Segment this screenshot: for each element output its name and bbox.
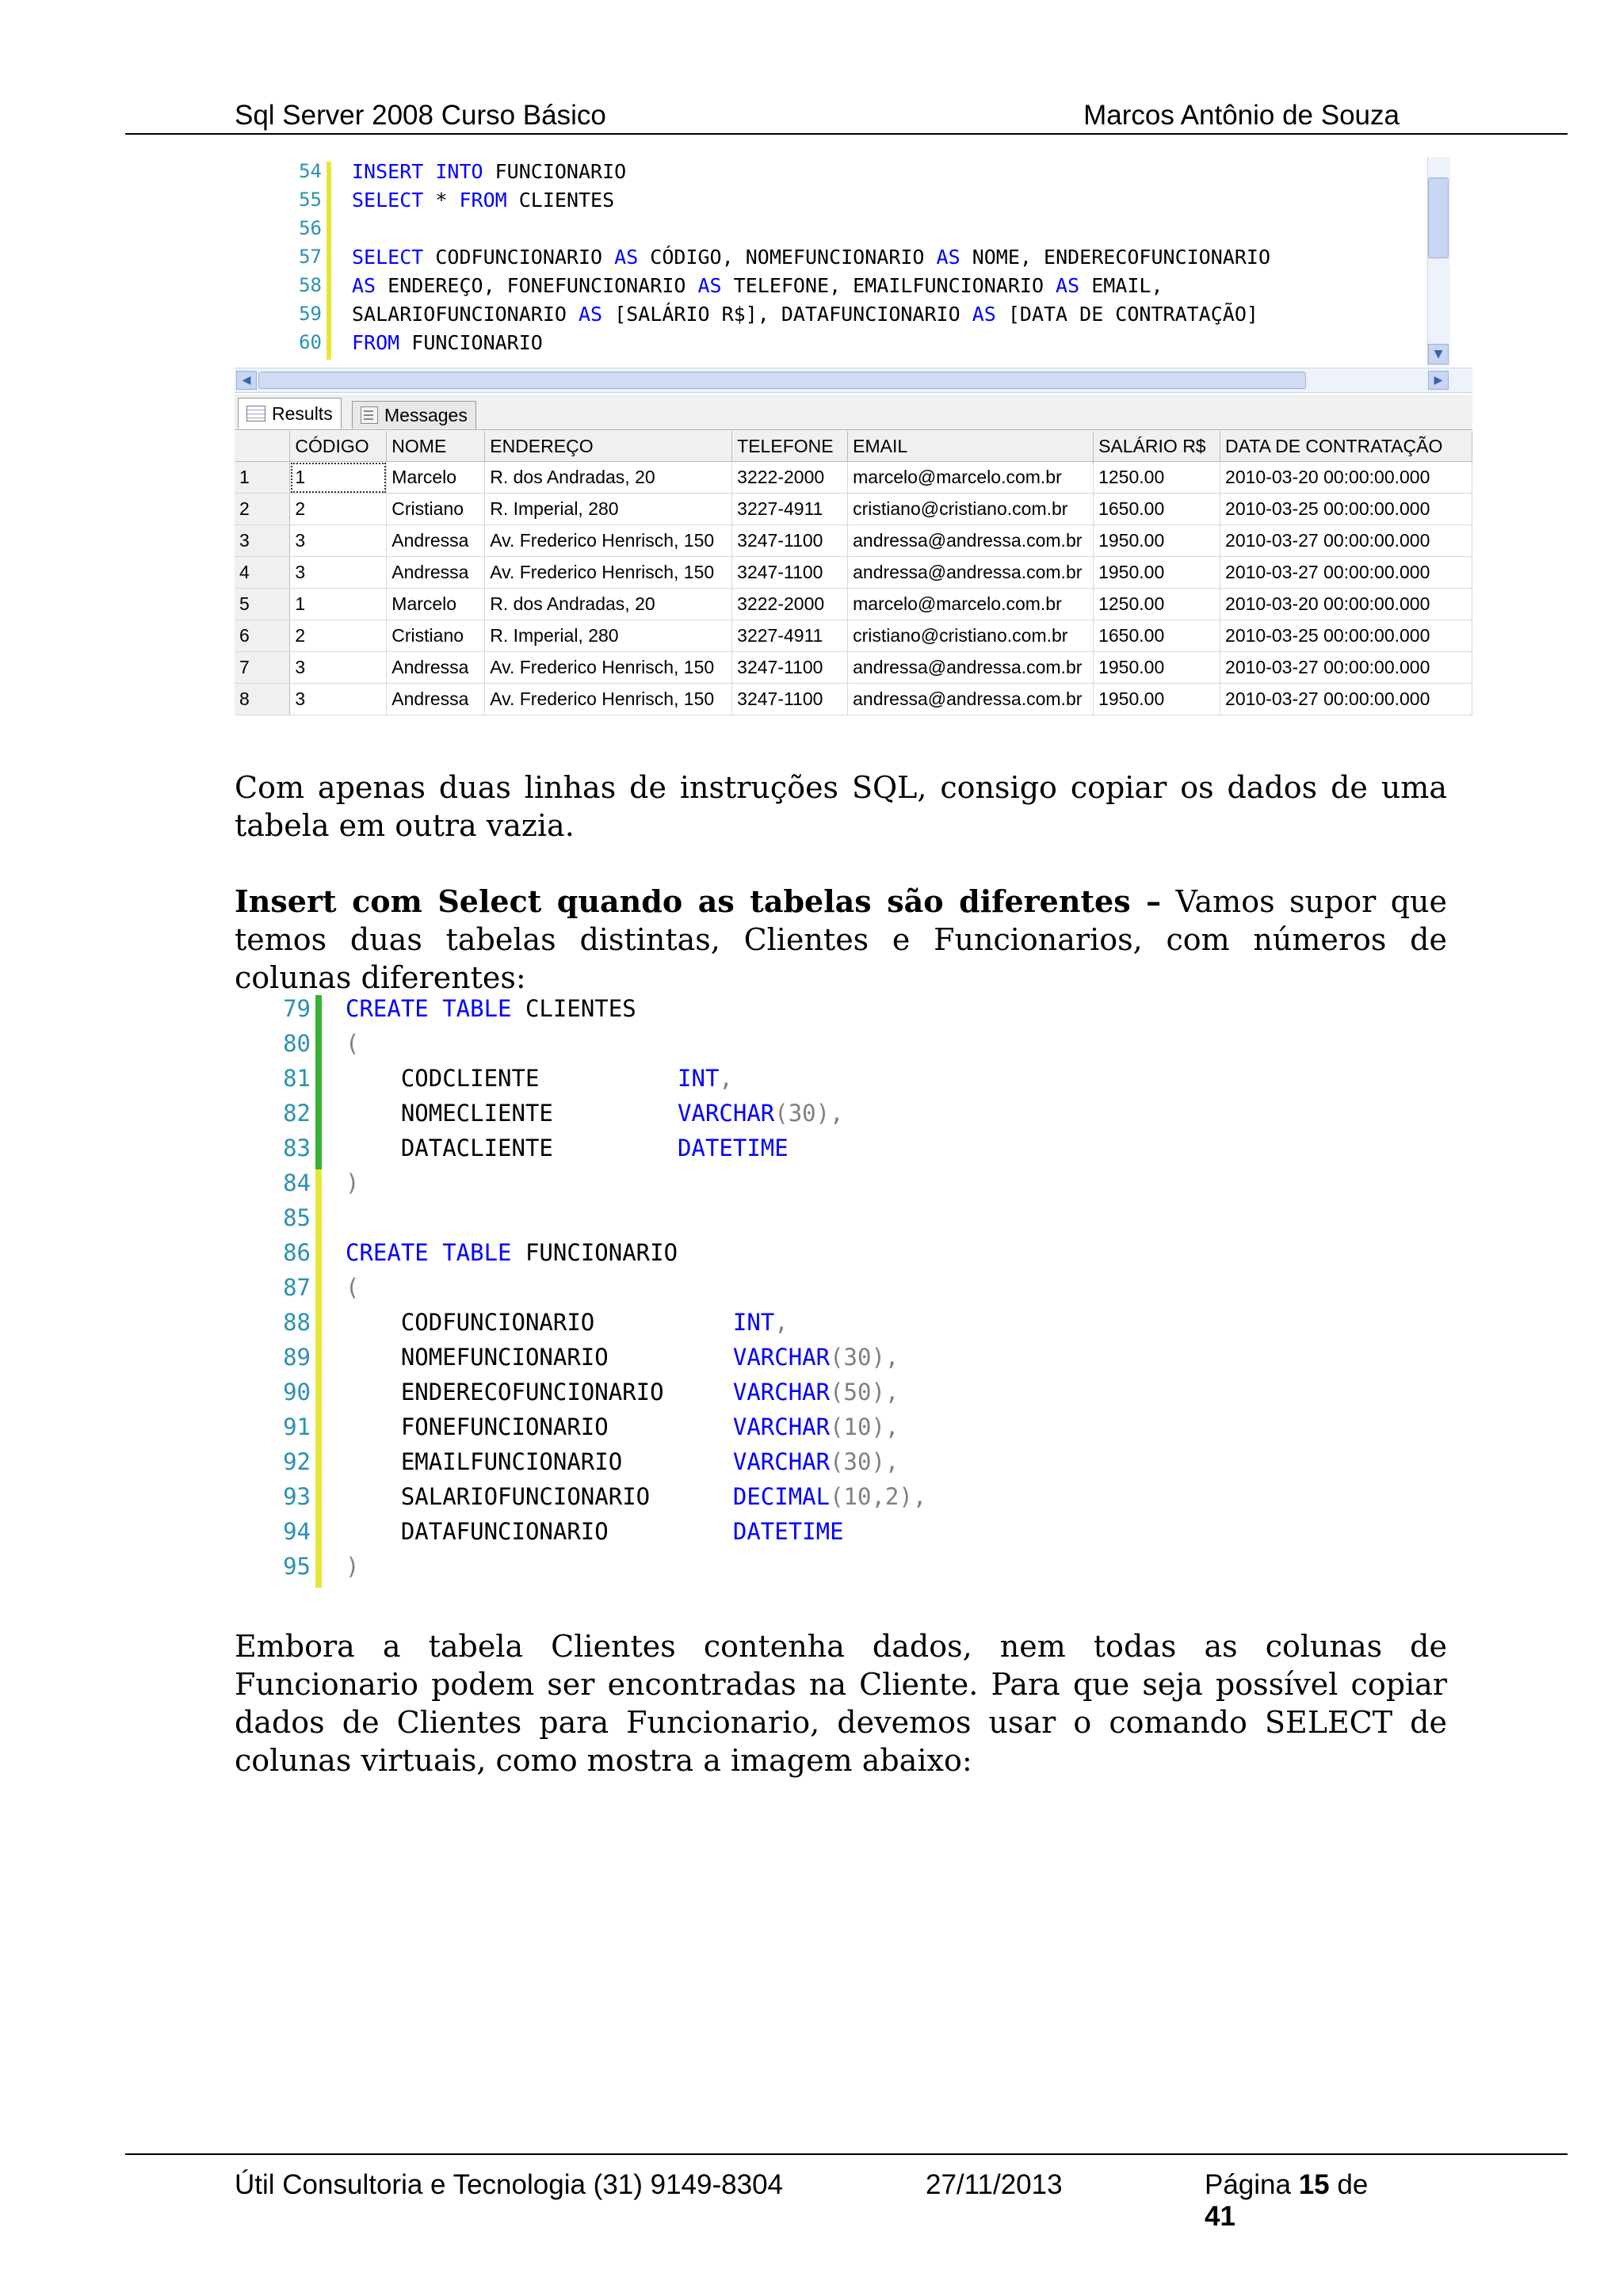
result-tabs	[235, 395, 1472, 430]
sql-text: EMAILFUNCIONARIO	[346, 1448, 733, 1475]
sql-punctuation: )	[346, 1553, 360, 1580]
grid-cell[interactable]: Andressa	[387, 684, 485, 715]
line-number: 92	[283, 1448, 311, 1475]
line-number: 83	[283, 1135, 311, 1161]
sql-keyword: VARCHAR	[732, 1379, 831, 1405]
sql-punctuation: ,	[719, 1065, 733, 1092]
sql-keyword: CREATE TABLE	[346, 995, 512, 1022]
editor-vertical-scrollbar[interactable]	[1427, 157, 1450, 366]
grid-cell[interactable]: 1950.00	[1094, 652, 1220, 684]
grid-cell[interactable]: Av. Frederico Henrisch, 150	[485, 525, 732, 557]
page-footer	[235, 2169, 1400, 2232]
grid-cell[interactable]: cristiano@cristiano.com.br	[848, 620, 1094, 652]
sql-keyword: DATETIME	[678, 1135, 789, 1161]
scroll-down-icon[interactable]: ▼	[1428, 344, 1449, 364]
line-number: 89	[283, 1344, 311, 1371]
row-number[interactable]: 4	[235, 557, 290, 589]
sql-punctuation: (50),	[830, 1379, 899, 1405]
grid-cell[interactable]: R. dos Andradas, 20	[485, 589, 732, 620]
sql-text: CODCLIENTE	[346, 1065, 678, 1092]
sql-keyword: VARCHAR	[732, 1344, 831, 1371]
grid-cell[interactable]: 2010-03-27 00:00:00.000	[1220, 557, 1472, 589]
column-header[interactable]: CÓDIGO	[290, 431, 387, 462]
line-number: 54	[299, 160, 322, 182]
sql-punctuation: (30),	[774, 1100, 844, 1127]
line-number: 57	[299, 246, 322, 268]
sql-text: NOME, ENDERECOFUNCIONARIO	[960, 246, 1270, 269]
sql-text: TELEFONE, EMAILFUNCIONARIO	[721, 274, 1056, 297]
grid-cell[interactable]: 2	[290, 494, 387, 525]
grid-cell[interactable]: R. Imperial, 280	[485, 620, 732, 652]
scroll-right-icon[interactable]: ▶	[1428, 371, 1449, 390]
sql-keyword: INT	[732, 1309, 775, 1336]
table-row	[235, 525, 1472, 557]
footer-rule	[125, 2153, 1568, 2155]
sql-keyword: FROM	[459, 189, 507, 212]
line-number: 86	[283, 1239, 311, 1266]
table-row	[235, 652, 1472, 684]
line-number: 81	[283, 1065, 311, 1092]
column-header[interactable]: SALÁRIO R$	[1094, 431, 1220, 462]
grid-cell[interactable]: marcelo@marcelo.com.br	[848, 462, 1094, 494]
row-header-corner	[235, 431, 290, 462]
change-bar	[315, 1344, 322, 1379]
code-line	[346, 1169, 359, 1196]
page-header	[235, 95, 1400, 135]
code-line	[346, 1100, 844, 1127]
code-line	[352, 331, 543, 354]
grid-icon	[246, 406, 265, 421]
grid-cell[interactable]: 3	[290, 652, 387, 684]
sql-text: [SALÁRIO R$], DATAFUNCIONARIO	[602, 303, 972, 326]
column-header[interactable]: TELEFONE	[732, 431, 848, 462]
grid-cell[interactable]: 3	[290, 557, 387, 589]
grid-cell[interactable]: Marcelo	[387, 589, 485, 620]
line-number: 91	[283, 1413, 311, 1440]
sql-text: [DATA DE CONTRATAÇÃO]	[995, 303, 1258, 326]
table-row	[235, 494, 1472, 525]
change-bar	[315, 1135, 322, 1169]
sql-text: NOMECLIENTE	[346, 1100, 678, 1127]
sql-punctuation: (30),	[830, 1448, 899, 1475]
code-line	[346, 1135, 789, 1161]
grid-cell[interactable]: Andressa	[387, 557, 485, 589]
code-line	[352, 274, 1163, 297]
grid-cell[interactable]: 2010-03-27 00:00:00.000	[1220, 684, 1472, 715]
paragraph-intro: Com apenas duas linhas de instruções SQL, consigo copiar os dados de uma tabela em outra vazia.	[235, 770, 1447, 843]
grid-cell[interactable]: 2010-03-20 00:00:00.000	[1220, 589, 1472, 620]
grid-cell[interactable]: Marcelo	[387, 462, 485, 494]
change-bar	[315, 1379, 322, 1413]
header-author: Marcos Antônio de Souza	[1083, 100, 1400, 131]
grid-cell[interactable]: 3227-4911	[732, 494, 848, 525]
code-line	[346, 1553, 359, 1580]
row-number[interactable]: 7	[235, 652, 290, 684]
line-number: 94	[283, 1518, 311, 1545]
line-number: 55	[299, 189, 322, 211]
sql-punctuation: (10),	[830, 1413, 899, 1440]
grid-cell[interactable]: Av. Frederico Henrisch, 150	[485, 557, 732, 589]
grid-cell[interactable]: cristiano@cristiano.com.br	[848, 494, 1094, 525]
change-bar	[315, 1448, 322, 1483]
grid-cell[interactable]: 1650.00	[1094, 620, 1220, 652]
sql-keyword: AS	[697, 274, 722, 297]
sql-keyword: SELECT	[352, 189, 424, 212]
grid-cell[interactable]: Av. Frederico Henrisch, 150	[485, 684, 732, 715]
grid-cell[interactable]: 3247-1100	[732, 557, 848, 589]
sql-keyword: AS	[972, 303, 996, 326]
grid-cell[interactable]: 2010-03-25 00:00:00.000	[1220, 494, 1472, 525]
grid-cell[interactable]: 2010-03-20 00:00:00.000	[1220, 462, 1472, 494]
code-line	[346, 995, 636, 1022]
sql-keyword: DATETIME	[732, 1518, 844, 1545]
grid-cell[interactable]: andressa@andressa.com.br	[848, 557, 1094, 589]
paragraph-insert-select-text: Vamos supor que temos duas tabelas distintas, Clientes e Funcionarios, com números de colunas diferentes:	[235, 884, 1448, 995]
sql-text: ENDEREÇO, FONEFUNCIONARIO	[376, 274, 698, 297]
row-number[interactable]: 8	[235, 684, 290, 715]
sql-keyword: VARCHAR	[732, 1448, 831, 1475]
tab-messages[interactable]	[352, 401, 476, 429]
change-bar	[315, 1274, 322, 1309]
sql-text: SALARIOFUNCIONARIO	[346, 1483, 733, 1510]
sql-text: SALARIOFUNCIONARIO	[352, 303, 579, 326]
grid-cell[interactable]: 2010-03-27 00:00:00.000	[1220, 652, 1472, 684]
footer-company: Útil Consultoria e Tecnologia (31) 9149-8304	[235, 2169, 784, 2200]
sql-text: FUNCIONARIO	[483, 160, 627, 183]
grid-cell[interactable]: Cristiano	[387, 620, 485, 652]
sql-keyword: INSERT INTO	[352, 160, 483, 183]
horizontal-scroll-thumb[interactable]	[258, 372, 1306, 389]
editor-horizontal-scrollbar[interactable]	[235, 368, 1472, 393]
editor-gutter	[235, 157, 327, 366]
grid-cell[interactable]: 1950.00	[1094, 557, 1220, 589]
line-number: 84	[283, 1169, 311, 1196]
grid-cell[interactable]: 3	[290, 684, 387, 715]
sql-text: CÓDIGO, NOMEFUNCIONARIO	[638, 246, 937, 269]
create-table-code-screenshot	[262, 995, 1054, 1605]
code-line	[352, 189, 614, 212]
sql-keyword: AS	[614, 246, 639, 269]
grid-cell[interactable]: marcelo@marcelo.com.br	[848, 589, 1094, 620]
sql-text: DATAFUNCIONARIO	[346, 1518, 733, 1545]
grid-cell[interactable]: 2010-03-25 00:00:00.000	[1220, 620, 1472, 652]
grid-cell[interactable]: andressa@andressa.com.br	[848, 684, 1094, 715]
row-number[interactable]: 2	[235, 494, 290, 525]
sql-punctuation: (	[346, 1274, 360, 1301]
grid-cell[interactable]: 3227-4911	[732, 620, 848, 652]
messages-icon	[361, 406, 378, 424]
section-heading: Insert com Select quando as tabelas são diferentes –	[235, 883, 1162, 919]
column-header[interactable]: NOME	[387, 431, 485, 462]
change-bar	[315, 1553, 322, 1588]
header-rule	[125, 133, 1568, 135]
grid-cell[interactable]: 1950.00	[1094, 684, 1220, 715]
grid-cell[interactable]: 2	[290, 620, 387, 652]
table-row	[235, 589, 1472, 620]
line-number: 87	[283, 1274, 311, 1301]
line-number: 82	[283, 1100, 311, 1127]
ssms-screenshot	[235, 157, 1472, 732]
grid-cell[interactable]: 3	[290, 525, 387, 557]
grid-cell[interactable]: 3247-1100	[732, 652, 848, 684]
line-number: 88	[283, 1309, 311, 1336]
code-line	[352, 303, 1258, 326]
grid-cell[interactable]: 3247-1100	[732, 684, 848, 715]
change-bar	[315, 1483, 322, 1518]
sql-punctuation: (30),	[830, 1344, 899, 1371]
row-number[interactable]: 3	[235, 525, 290, 557]
sql-punctuation: )	[346, 1169, 360, 1196]
paragraph-insert-select	[235, 883, 1447, 997]
grid-cell[interactable]: 3222-2000	[732, 589, 848, 620]
grid-cell[interactable]: Andressa	[387, 525, 485, 557]
sql-keyword: AS	[578, 303, 603, 326]
grid-cell[interactable]: 1950.00	[1094, 525, 1220, 557]
sql-text: FUNCIONARIO	[511, 1239, 678, 1266]
table-row	[235, 462, 1472, 494]
code-line	[346, 1274, 359, 1301]
sql-text: CODFUNCIONARIO	[423, 246, 615, 269]
paragraph-virtual-columns: Embora a tabela Clientes contenha dados, nem todas as colunas de Funcionario podem ser encontradas na Cliente. Para que seja possível copiar dados de Clientes para Funcionario, devemos usar o comando SELECT de colunas virtuais, como mostra a imagem abaixo:	[235, 1629, 1447, 1778]
column-header[interactable]: ENDEREÇO	[485, 431, 732, 462]
grid-cell[interactable]: 1250.00	[1094, 462, 1220, 494]
grid-cell[interactable]: 1	[290, 589, 387, 620]
query-editor[interactable]	[235, 157, 1450, 366]
tab-results-label: Results	[272, 403, 333, 424]
grid-cell[interactable]: Andressa	[387, 652, 485, 684]
footer-page-number	[1205, 2169, 1400, 2233]
page-prefix: Página	[1205, 2169, 1299, 2200]
grid-cell[interactable]: 3222-2000	[732, 462, 848, 494]
change-bar	[315, 1309, 322, 1344]
sql-text: DATACLIENTE	[346, 1135, 678, 1161]
sql-text: FONEFUNCIONARIO	[346, 1413, 733, 1440]
code-line	[346, 1239, 678, 1266]
table-row	[235, 684, 1472, 715]
tab-messages-label: Messages	[384, 405, 468, 425]
line-number: 85	[283, 1204, 311, 1231]
grid-cell[interactable]: 1250.00	[1094, 589, 1220, 620]
line-number: 95	[283, 1553, 311, 1580]
row-number[interactable]: 6	[235, 620, 290, 652]
column-header[interactable]: EMAIL	[848, 431, 1094, 462]
code-line	[346, 1309, 789, 1336]
code-line	[346, 1065, 733, 1092]
sql-keyword: VARCHAR	[678, 1100, 775, 1127]
sql-keyword: SELECT	[352, 246, 424, 269]
tab-results[interactable]	[238, 398, 342, 429]
sql-keyword: AS	[1056, 274, 1080, 297]
sql-keyword: INT	[678, 1065, 720, 1092]
sql-text: CLIENTES	[511, 995, 636, 1022]
sql-text: FUNCIONARIO	[399, 331, 543, 354]
code-line	[346, 1379, 899, 1405]
line-number: 93	[283, 1483, 311, 1510]
code-line	[346, 1030, 359, 1057]
grid-cell[interactable]: Cristiano	[387, 494, 485, 525]
sql-keyword: AS	[936, 246, 960, 269]
page-current: 15	[1298, 2169, 1330, 2200]
table-row	[235, 557, 1472, 589]
line-number: 79	[283, 995, 311, 1022]
change-bar	[315, 1413, 322, 1448]
code-line	[346, 1518, 844, 1545]
sql-keyword: VARCHAR	[732, 1413, 831, 1440]
code-line	[352, 246, 1270, 269]
sql-keyword: FROM	[352, 331, 400, 354]
change-bar	[315, 1169, 322, 1204]
header-course-title: Sql Server 2008 Curso Básico	[235, 100, 606, 131]
page-total: 41	[1205, 2201, 1235, 2232]
code-line	[346, 1413, 899, 1440]
change-bar	[315, 1239, 322, 1274]
sql-text: CLIENTES	[506, 189, 615, 212]
sql-text: *	[423, 189, 460, 212]
grid-cell[interactable]: 1	[290, 462, 387, 494]
sql-text: CODFUNCIONARIO	[346, 1309, 733, 1336]
table-row	[235, 620, 1472, 652]
code-line	[352, 160, 626, 183]
grid-cell[interactable]: R. Imperial, 280	[485, 494, 732, 525]
scroll-left-icon[interactable]: ◀	[236, 371, 257, 390]
sql-punctuation: (	[346, 1030, 360, 1057]
line-number: 90	[283, 1379, 311, 1405]
grid-cell[interactable]: 3247-1100	[732, 525, 848, 557]
page-mid: de	[1329, 2169, 1369, 2200]
sql-punctuation: ,	[774, 1309, 789, 1336]
sql-text: EMAIL,	[1079, 274, 1163, 297]
row-number[interactable]: 5	[235, 589, 290, 620]
grid-cell[interactable]: 1650.00	[1094, 494, 1220, 525]
change-bar	[315, 1204, 322, 1239]
column-header[interactable]: DATA DE CONTRATAÇÃO	[1220, 431, 1472, 462]
change-bar	[315, 1065, 322, 1100]
grid-cell[interactable]: 2010-03-27 00:00:00.000	[1220, 525, 1472, 557]
grid-cell[interactable]: Av. Frederico Henrisch, 150	[485, 652, 732, 684]
sql-keyword: AS	[352, 274, 376, 297]
results-grid[interactable]	[235, 431, 1472, 732]
grid-cell[interactable]: R. dos Andradas, 20	[485, 462, 732, 494]
sql-keyword: CREATE TABLE	[346, 1239, 512, 1266]
code-line	[346, 1483, 926, 1510]
row-number[interactable]: 1	[235, 462, 290, 494]
change-bar	[315, 1030, 322, 1065]
grid-cell[interactable]: andressa@andressa.com.br	[848, 652, 1094, 684]
change-bar	[315, 995, 322, 1030]
grid-cell[interactable]: andressa@andressa.com.br	[848, 525, 1094, 557]
line-number: 80	[283, 1030, 311, 1057]
line-number: 59	[299, 303, 322, 325]
line-number: 58	[299, 274, 322, 296]
vertical-scroll-thumb[interactable]	[1428, 177, 1449, 258]
change-bar	[327, 162, 331, 360]
sql-keyword: DECIMAL	[732, 1483, 831, 1510]
code-line	[346, 1448, 899, 1475]
sql-text: NOMEFUNCIONARIO	[346, 1344, 733, 1371]
line-number: 56	[299, 217, 322, 239]
code-line	[346, 1344, 899, 1371]
line-number: 60	[299, 331, 322, 353]
footer-date: 27/11/2013	[926, 2169, 1063, 2200]
change-bar	[315, 1518, 322, 1553]
sql-punctuation: (10,2),	[830, 1483, 927, 1510]
change-bar	[315, 1100, 322, 1135]
sql-text: ENDERECOFUNCIONARIO	[346, 1379, 733, 1405]
